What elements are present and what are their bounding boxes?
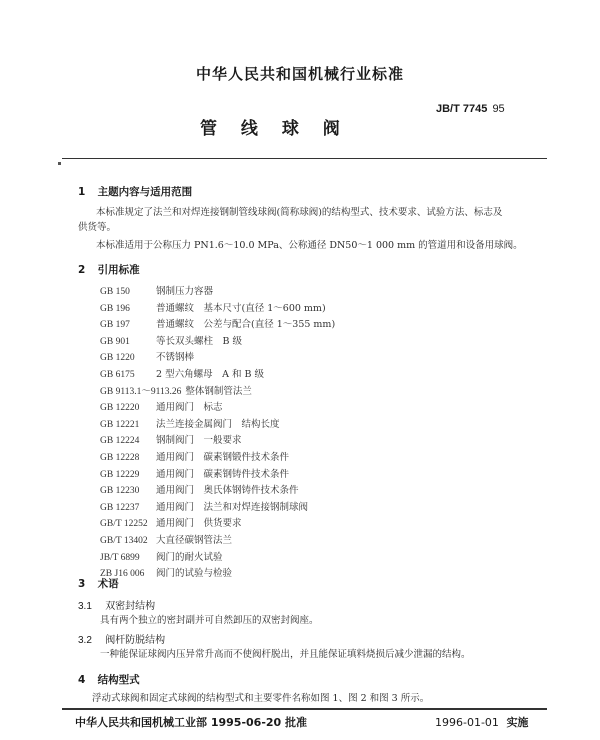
reference-code: GB/T 12252 xyxy=(100,519,148,530)
reference-item xyxy=(100,482,299,496)
effective-line xyxy=(435,714,528,730)
section-2-heading xyxy=(78,262,140,277)
term-3-1-heading xyxy=(78,597,155,612)
section-1-paragraph-2: 本标准适用于公称压力 PN1.6～10.0 MPa、公称通径 DN50～1 000 mm 的管道用和设备用球阀。 xyxy=(96,240,523,251)
reference-code: GB 12224 xyxy=(100,436,140,447)
reference-name: 普通螺纹 公差与配合(直径 1～355 mm) xyxy=(156,319,336,331)
reference-name: 钢制阀门 一般要求 xyxy=(156,435,242,447)
reference-name: 阀门的耐火试验 xyxy=(156,551,223,563)
reference-code: GB 150 xyxy=(100,287,130,297)
reference-code: GB 12237 xyxy=(100,502,140,513)
term-number: 3.2 xyxy=(78,635,92,646)
reference-name: 通用阀门 法兰和对焊连接钢制球阀 xyxy=(156,501,309,513)
section-number: 2 xyxy=(78,264,86,276)
term-3-2-heading xyxy=(78,631,165,646)
reference-code: GB 12228 xyxy=(100,453,140,463)
term-title: 阀杆防脱结构 xyxy=(105,635,166,646)
reference-item xyxy=(100,399,223,413)
reference-code: GB 1220 xyxy=(100,353,135,364)
reference-item xyxy=(100,366,264,380)
reference-item xyxy=(100,383,252,397)
reference-name: 通用阀门 标志 xyxy=(156,402,223,414)
reference-item xyxy=(100,515,242,529)
reference-code: ZB J16 006 xyxy=(100,569,145,580)
reference-item xyxy=(100,532,232,546)
reference-name: 不锈钢棒 xyxy=(156,352,195,364)
reference-code: GB 9113.1～9113.26 xyxy=(100,386,182,397)
document-title: 管 线 球 阀 xyxy=(200,119,349,139)
reference-name: 等长双头螺柱 B 级 xyxy=(156,335,243,347)
reference-name: 通用阀门 供货要求 xyxy=(156,518,242,530)
reference-item xyxy=(100,333,242,347)
reference-item xyxy=(100,565,232,579)
section-title: 术语 xyxy=(97,578,119,590)
ministry-heading: 中华人民共和国机械行业标准 xyxy=(195,65,404,83)
term-title: 双密封结构 xyxy=(105,601,156,612)
footer-rule xyxy=(62,708,547,710)
reference-code: GB 196 xyxy=(100,303,130,314)
reference-name: 整体钢制管法兰 xyxy=(185,385,252,397)
header-rule xyxy=(62,158,547,159)
standard-number xyxy=(436,103,505,115)
effective-date: 1996-01-01 xyxy=(435,716,499,729)
reference-name: 法兰连接金属阀门 结构长度 xyxy=(156,418,280,430)
term-3-2-description: 一种能保证球阀内压异常升高而不使阀杆脱出，并且能保证填料烧损后减少泄漏的结构。 xyxy=(100,649,471,660)
reference-name: 通用阀门 奥氏体钢铸件技术条件 xyxy=(156,485,299,497)
section-4-heading xyxy=(78,672,140,687)
standard-code: JB/T 7745 xyxy=(436,103,488,115)
section-4-paragraph: 浮动式球阀和固定式球阀的结构型式和主要零件名称如图 1、图 2 和图 3 所示。 xyxy=(92,693,430,704)
reference-code: GB 12220 xyxy=(100,403,140,414)
reference-code: GB 6175 xyxy=(100,370,135,380)
reference-code: GB 12221 xyxy=(100,419,140,430)
reference-code: GB 12230 xyxy=(100,486,140,497)
reference-code: GB 901 xyxy=(100,336,130,347)
section-number: 3 xyxy=(78,578,86,590)
section-title: 主题内容与适用范围 xyxy=(97,186,193,198)
reference-item xyxy=(100,316,335,330)
margin-mark xyxy=(58,162,61,165)
section-number: 4 xyxy=(78,674,86,686)
section-1-paragraph-1-line-1: 本标准规定了法兰和对焊连接钢制管线球阀(简称球阀)的结构型式、技术要求、试验方法、标志及 xyxy=(96,207,503,218)
section-title: 引用标准 xyxy=(97,264,140,276)
term-number: 3.1 xyxy=(78,601,92,612)
reference-item xyxy=(100,499,308,513)
section-1-paragraph-1-line-2: 供货等。 xyxy=(78,222,117,233)
reference-item xyxy=(100,300,326,314)
section-number: 1 xyxy=(78,186,86,198)
reference-code: JB/T 6899 xyxy=(100,552,140,563)
section-title: 结构型式 xyxy=(97,674,140,686)
reference-name: 钢制压力容器 xyxy=(156,286,214,297)
reference-code: GB 12229 xyxy=(100,469,140,480)
approval-line: 中华人民共和国机械工业部 1995-06-20 批准 xyxy=(75,716,308,729)
reference-name: 2 型六角螺母 A 和 B 级 xyxy=(156,369,264,380)
term-3-1-description: 具有两个独立的密封副并可自然卸压的双密封阀座。 xyxy=(100,615,319,626)
section-1-heading xyxy=(78,184,192,199)
reference-name: 阀门的试验与检验 xyxy=(156,568,233,580)
reference-code: GB/T 13402 xyxy=(100,536,148,546)
reference-item xyxy=(100,432,242,446)
effective-suffix: 实施 xyxy=(506,716,529,729)
reference-item xyxy=(100,349,194,363)
reference-name: 普通螺纹 基本尺寸(直径 1～600 mm) xyxy=(156,302,326,314)
standard-year: 95 xyxy=(492,103,505,115)
reference-item xyxy=(100,416,280,430)
reference-name: 通用阀门 碳素钢铸件技术条件 xyxy=(156,468,290,480)
reference-name: 大直径碳钢管法兰 xyxy=(156,535,233,546)
reference-item xyxy=(100,449,289,463)
reference-item xyxy=(100,549,223,563)
reference-item xyxy=(100,283,213,297)
reference-name: 通用阀门 碳素钢锻件技术条件 xyxy=(156,452,290,463)
section-3-heading xyxy=(78,576,119,591)
reference-code: GB 197 xyxy=(100,320,130,331)
reference-item xyxy=(100,466,289,480)
